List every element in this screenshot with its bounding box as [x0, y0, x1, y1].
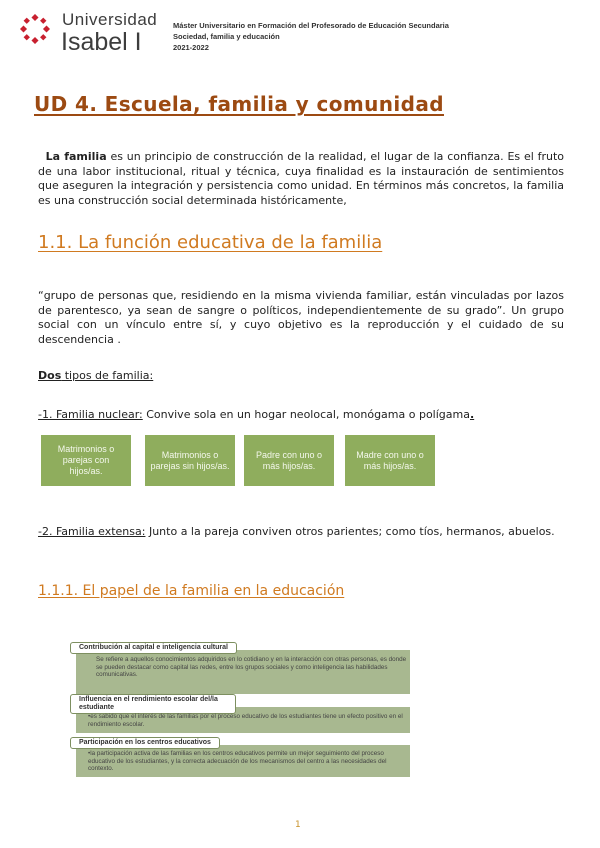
intro-paragraph	[38, 150, 564, 208]
diagram-item-2-text: •es sabido que el interés de las familias por el proceso educativo de los estudiantes tiene un efecto positivo en el rendimiento escolar.	[88, 713, 403, 728]
family-types-label	[38, 369, 564, 384]
definition-quote: “grupo de personas que, residiendo en la misma vivienda familiar, están vinculadas por lazos de parentesco, ya sean de sangre o políticos, independientemente de su grado”. Un grupo social con un vínculo entre sí, y cuyo objetivo es la reproducción y el cuidado de su descendencia .	[38, 289, 564, 346]
university-logo-icon	[20, 14, 50, 44]
diagram-item-3-title: Participación en los centros educativos	[70, 737, 220, 749]
page-title: UD 4. Escuela, familia y comunidad	[34, 92, 444, 116]
intro-text: es un principio de construcción de la realidad, el lugar de la confianza. Es el fruto de una labor institucional, ritual y técnica, cuya finalidad es la instauración de sentimientos que aseguren la integración y persistencia como unidad. En términos más concretos, la familia es una construcción social determinada históricamente,	[38, 150, 564, 207]
nuclear-family-line	[38, 408, 564, 423]
extended-family-line	[38, 525, 564, 540]
logo-isabel-text: Isabel I	[61, 28, 142, 56]
diagram-item-2-title: Influencia en el rendimiento escolar del/la estudiante	[70, 694, 236, 714]
family-box-3: Padre con uno o más hijos/as.	[244, 435, 334, 486]
nuclear-end: .	[469, 408, 475, 421]
nuclear-label: -1. Familia nuclear:	[38, 408, 143, 421]
intro-bold: La familia	[45, 150, 107, 163]
family-box-1: Matrimonios o parejas con hijos/as.	[41, 435, 131, 486]
extensa-label: -2. Familia extensa:	[38, 525, 146, 538]
nuclear-text: Convive sola en un hogar neolocal, monógama o polígama	[142, 408, 470, 421]
diagram-item-3-text: •la participación activa de las familias en los centros educativos permite un mejor seguimiento del proceso educativo de los estudiantes, y la correcta adecuación de los mecanismos del centro a las necesidades del contexto.	[88, 750, 387, 772]
section-heading-1-1: 1.1. La función educativa de la familia	[38, 232, 383, 253]
family-box-2: Matrimonios o parejas sin hijos/as.	[145, 435, 235, 486]
header-master-line: Máster Universitario en Formación del Profesorado de Educación Secundaria	[173, 21, 449, 30]
section-heading-1-1-1: 1.1.1. El papel de la familia en la educación	[38, 583, 345, 599]
family-box-4: Madre con uno o más hijos/as.	[345, 435, 435, 486]
header-subject-line: Sociedad, familia y educación	[173, 32, 280, 41]
diagram-item-1-text: Se refiere a aquellos conocimientos adquiridos en lo cotidiano y en la interacción con otras personas, es donde se pueden destacar como capital las redes, entre los grupos sociales y como inteligencia las habilidades comunicativas.	[96, 656, 407, 678]
header-year-line: 2021-2022	[173, 43, 209, 52]
types-bold: Dos	[38, 369, 62, 382]
types-rest: tipos de familia:	[61, 369, 154, 382]
diagram-item-1-title: Contribución al capital e inteligencia cultural	[70, 642, 237, 654]
page-number: 1	[295, 820, 301, 830]
logo-university-text: Universidad	[62, 10, 158, 29]
extensa-text: Junto a la pareja conviven otros parientes; como tíos, hermanos, abuelos.	[145, 525, 555, 538]
